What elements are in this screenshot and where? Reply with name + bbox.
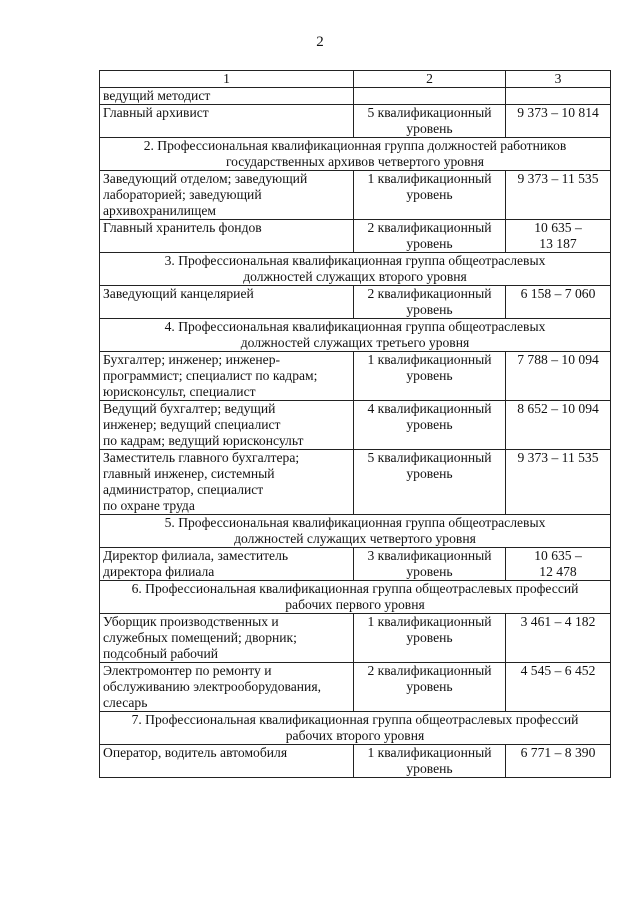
column-header-1: 1: [100, 71, 354, 88]
salary-range-cell: [506, 352, 611, 401]
section-title: [100, 515, 611, 548]
position-name-line: подсобный рабочий: [103, 646, 219, 661]
qualification-level-line: 1 квалификационный: [367, 614, 492, 629]
qualification-level-cell: [354, 352, 506, 401]
qualification-level-line: уровень: [406, 761, 453, 776]
position-name-cell: [100, 220, 354, 253]
section-header-row: [100, 253, 611, 286]
section-header-row: [100, 581, 611, 614]
salary-range-line: 13 187: [539, 236, 577, 251]
table-row: [100, 745, 611, 778]
table-row: [100, 220, 611, 253]
qualification-level-line: уровень: [406, 564, 453, 579]
qualification-level-cell: [354, 286, 506, 319]
qualification-level-line: 1 квалификационный: [367, 352, 492, 367]
salary-range-line: 6 771 – 8 390: [520, 745, 596, 760]
position-name-cell: [100, 88, 354, 105]
qualification-level-cell: [354, 663, 506, 712]
position-name-line: архивохранилищем: [103, 203, 217, 218]
position-name-line: директора филиала: [103, 564, 215, 579]
salary-range-line: 8 652 – 10 094: [517, 401, 599, 416]
position-name-line: служебных помещений; дворник;: [103, 630, 297, 645]
position-name-cell: [100, 401, 354, 450]
position-name-line: Заведующий канцелярией: [103, 286, 254, 301]
table-row: [100, 614, 611, 663]
qualification-level-line: уровень: [406, 236, 453, 251]
qualification-level-cell: [354, 745, 506, 778]
position-name-line: инженер; ведущий специалист: [103, 417, 281, 432]
position-name-line: программист; специалист по кадрам;: [103, 368, 318, 383]
position-name-cell: [100, 548, 354, 581]
qualification-level-cell: [354, 401, 506, 450]
position-name-line: Заведующий отделом; заведующий: [103, 171, 308, 186]
section-title: [100, 581, 611, 614]
salary-range-line: 10 635 –: [534, 548, 582, 563]
section-title-line: должностей служащих второго уровня: [243, 269, 467, 284]
qualification-level-line: 1 квалификационный: [367, 745, 492, 760]
qualification-level-cell: [354, 548, 506, 581]
position-name-line: Заместитель главного бухгалтера;: [103, 450, 300, 465]
qualification-level-line: уровень: [406, 121, 453, 136]
salary-range-line: 12 478: [539, 564, 577, 579]
position-name-cell: [100, 450, 354, 515]
section-title-line: 2. Профессиональная квалификационная группа должностей работников: [143, 138, 567, 153]
salary-range-line: 3 461 – 4 182: [520, 614, 596, 629]
salary-range-line: 6 158 – 7 060: [520, 286, 596, 301]
table-row: [100, 401, 611, 450]
section-header-row: [100, 138, 611, 171]
position-name-line: слесарь: [103, 695, 148, 710]
salary-range-cell: [506, 745, 611, 778]
column-header-2: 2: [354, 71, 506, 88]
qualification-level-line: 5 квалификационный: [367, 105, 492, 120]
salary-range-line: 9 373 – 10 814: [517, 105, 599, 120]
position-name-line: обслуживанию электрооборудования,: [103, 679, 321, 694]
table-row: [100, 286, 611, 319]
position-name-line: лабораторией; заведующий: [103, 187, 262, 202]
salary-range-cell: [506, 450, 611, 515]
qualification-level-line: 3 квалификационный: [367, 548, 492, 563]
position-name-cell: [100, 171, 354, 220]
qualification-level-cell: [354, 220, 506, 253]
position-name-line: Главный архивист: [103, 105, 209, 120]
position-name-line: главный инженер, системный: [103, 466, 275, 481]
qualification-level-line: уровень: [406, 679, 453, 694]
section-title-line: государственных архивов четвертого уровня: [225, 154, 485, 169]
qualification-level-line: 2 квалификационный: [367, 220, 492, 235]
position-name-line: по кадрам; ведущий юрисконсульт: [103, 433, 304, 448]
table-row: [100, 88, 611, 105]
qualification-level-line: 5 квалификационный: [367, 450, 492, 465]
position-name-line: Директор филиала, заместитель: [103, 548, 289, 563]
salary-range-line: 4 545 – 6 452: [520, 663, 596, 678]
table-row: [100, 171, 611, 220]
position-name-line: Электромонтер по ремонту и: [103, 663, 272, 678]
table-row: [100, 105, 611, 138]
position-name-cell: [100, 745, 354, 778]
position-name-line: ведущий методист: [103, 88, 211, 103]
salary-range-cell: [506, 88, 611, 105]
salary-range-cell: [506, 220, 611, 253]
position-name-line: Оператор, водитель автомобиля: [103, 745, 288, 760]
qualification-level-cell: [354, 105, 506, 138]
position-name-line: Уборщик производственных и: [103, 614, 279, 629]
position-name-line: Главный хранитель фондов: [103, 220, 262, 235]
section-title-line: рабочих второго уровня: [285, 728, 425, 743]
table-row: [100, 663, 611, 712]
position-name-line: юрисконсульт, специалист: [103, 384, 256, 399]
position-name-cell: [100, 286, 354, 319]
section-header-row: [100, 712, 611, 745]
salary-range-cell: [506, 614, 611, 663]
qualification-level-cell: [354, 614, 506, 663]
section-title-line: должностей служащих четвертого уровня: [234, 531, 476, 546]
salary-range-cell: [506, 171, 611, 220]
section-title: [100, 253, 611, 286]
qualification-level-line: уровень: [406, 466, 453, 481]
qualification-level-line: 2 квалификационный: [367, 286, 492, 301]
section-header-row: [100, 515, 611, 548]
salary-range-line: 7 788 – 10 094: [517, 352, 599, 367]
table-row: [100, 352, 611, 401]
position-name-cell: [100, 663, 354, 712]
section-title: [100, 712, 611, 745]
position-name-line: по охране труда: [103, 498, 195, 513]
qualification-level-line: 1 квалификационный: [367, 171, 492, 186]
table-header-row: [100, 71, 611, 88]
position-name-line: Бухгалтер; инженер; инженер-: [103, 352, 281, 367]
qualification-level-line: уровень: [406, 302, 453, 317]
salary-range-cell: [506, 105, 611, 138]
position-name-cell: [100, 614, 354, 663]
salary-range-cell: [506, 401, 611, 450]
position-name-cell: [100, 105, 354, 138]
table-row: [100, 450, 611, 515]
position-name-line: Ведущий бухгалтер; ведущий: [103, 401, 276, 416]
section-title-line: 7. Профессиональная квалификационная группа общеотраслевых профессий: [131, 712, 579, 727]
position-name-cell: [100, 352, 354, 401]
section-title-line: должностей служащих третьего уровня: [240, 335, 470, 350]
qualification-level-cell: [354, 171, 506, 220]
column-header-3: 3: [506, 71, 611, 88]
section-title: [100, 138, 611, 171]
position-name-line: администратор, специалист: [103, 482, 264, 497]
qualification-level-cell: [354, 450, 506, 515]
qualification-level-line: уровень: [406, 187, 453, 202]
salary-range-line: 9 373 – 11 535: [517, 450, 599, 465]
qualification-table: [99, 70, 611, 778]
salary-range-cell: [506, 663, 611, 712]
section-title-line: 6. Профессиональная квалификационная группа общеотраслевых профессий: [131, 581, 579, 596]
salary-range-cell: [506, 286, 611, 319]
section-title-line: 4. Профессиональная квалификационная группа общеотраслевых: [164, 319, 546, 334]
table-row: [100, 548, 611, 581]
qualification-level-line: 2 квалификационный: [367, 663, 492, 678]
qualification-level-cell: [354, 88, 506, 105]
qualification-level-line: уровень: [406, 630, 453, 645]
section-header-row: [100, 319, 611, 352]
section-title: [100, 319, 611, 352]
qualification-level-line: 4 квалификационный: [367, 401, 492, 416]
section-title-line: 3. Профессиональная квалификационная группа общеотраслевых: [164, 253, 546, 268]
salary-range-line: 10 635 –: [534, 220, 582, 235]
page-number: 2: [316, 34, 324, 50]
qualification-level-line: уровень: [406, 368, 453, 383]
qualification-level-line: уровень: [406, 417, 453, 432]
salary-range-cell: [506, 548, 611, 581]
section-title-line: рабочих первого уровня: [285, 597, 425, 612]
section-title-line: 5. Профессиональная квалификационная группа общеотраслевых: [164, 515, 546, 530]
salary-range-line: 9 373 – 11 535: [517, 171, 599, 186]
